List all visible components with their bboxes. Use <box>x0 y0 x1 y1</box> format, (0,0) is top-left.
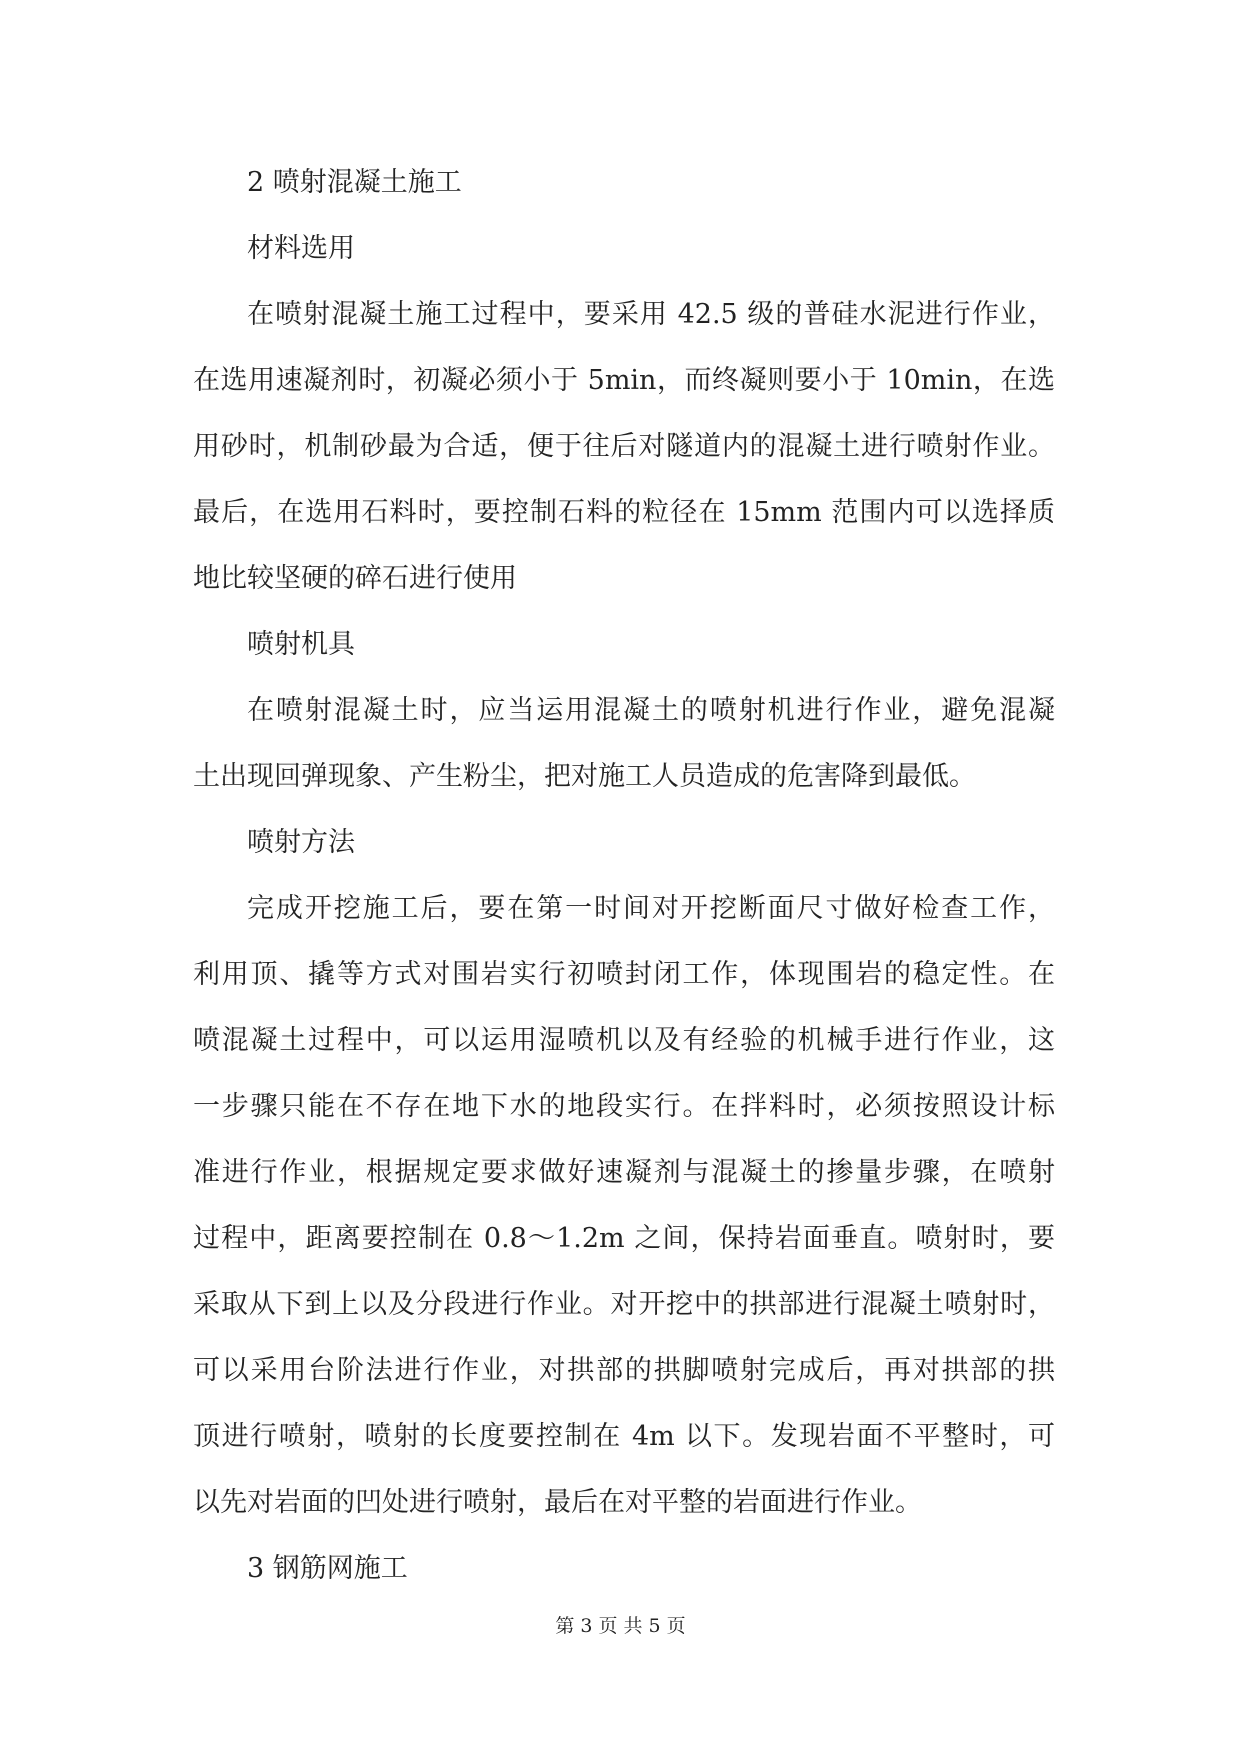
subheading-method: 喷射方法 <box>247 827 355 858</box>
text-line: 以先对岩面的凹处进行喷射，最后在对平整的岩面进行作业。 <box>193 1487 922 1518</box>
text-line: 采取从下到上以及分段进行作业。对开挖中的拱部进行混凝土喷射时， <box>193 1289 1055 1320</box>
text-line: 最后，在选用石料时，要控制石料的粒径在 15mm 范围内可以选择质 <box>193 497 1055 528</box>
paragraph-materials <box>193 282 1055 612</box>
text-line: 一步骤只能在不存在地下水的地段实行。在拌料时，必须按照设计标 <box>193 1091 1055 1122</box>
text-line: 土出现回弹现象、产生粉尘，把对施工人员造成的危害降到最低。 <box>193 761 976 792</box>
text-line: 地比较坚硬的碎石进行使用 <box>193 563 517 594</box>
page-footer: 第 3 页 共 5 页 <box>555 1615 686 1637</box>
text-line: 利用顶、撬等方式对围岩实行初喷封闭工作，体现围岩的稳定性。在 <box>193 959 1055 990</box>
text-line: 在喷射混凝土时，应当运用混凝土的喷射机进行作业，避免混凝 <box>247 695 1055 726</box>
section-heading-shotcrete: 2 喷射混凝土施工 <box>247 167 462 198</box>
section-heading-rebar-mesh: 3 钢筋网施工 <box>247 1553 408 1584</box>
paragraph-equipment <box>193 678 1055 810</box>
text-line: 准进行作业，根据规定要求做好速凝剂与混凝土的掺量步骤，在喷射 <box>193 1157 1055 1188</box>
subheading-materials: 材料选用 <box>247 233 355 264</box>
text-line: 可以采用台阶法进行作业，对拱部的拱脚喷射完成后，再对拱部的拱 <box>193 1355 1055 1386</box>
text-line: 喷混凝土过程中，可以运用湿喷机以及有经验的机械手进行作业，这 <box>193 1025 1055 1056</box>
document-body <box>193 150 1055 1602</box>
text-line: 顶进行喷射，喷射的长度要控制在 4m 以下。发现岩面不平整时，可 <box>193 1421 1055 1452</box>
paragraph-method <box>193 876 1055 1536</box>
text-line: 过程中，距离要控制在 0.8～1.2m 之间，保持岩面垂直。喷射时，要 <box>193 1223 1055 1254</box>
subheading-equipment: 喷射机具 <box>247 629 355 660</box>
text-line: 完成开挖施工后，要在第一时间对开挖断面尺寸做好检查工作， <box>247 893 1055 924</box>
text-line: 在喷射混凝土施工过程中，要采用 42.5 级的普硅水泥进行作业， <box>247 299 1055 330</box>
text-line: 用砂时，机制砂最为合适，便于往后对隧道内的混凝土进行喷射作业。 <box>193 431 1055 462</box>
text-line: 在选用速凝剂时，初凝必须小于 5min，而终凝则要小于 10min，在选 <box>193 365 1055 396</box>
